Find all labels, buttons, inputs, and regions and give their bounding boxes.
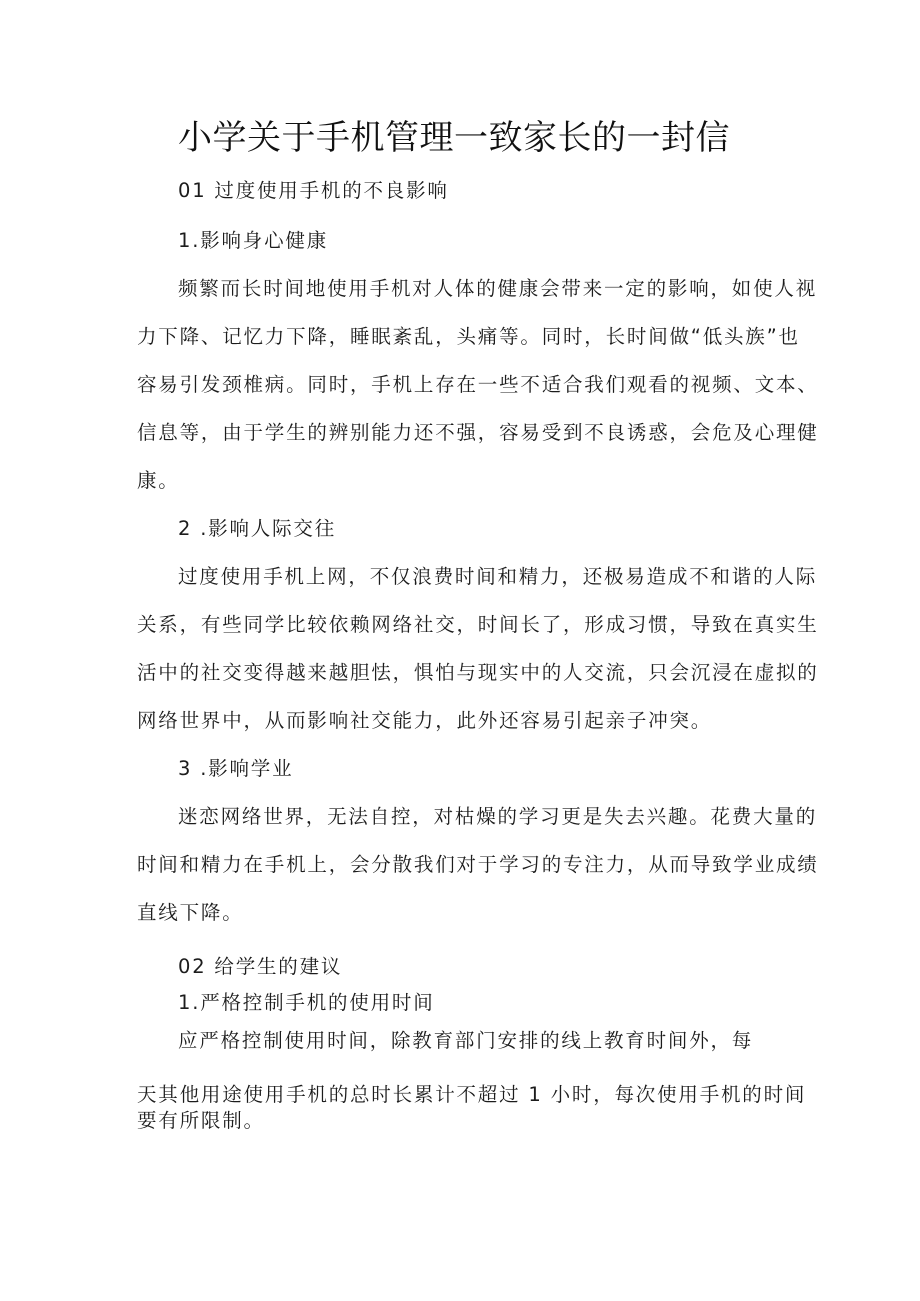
paragraph-line: 活中的社交变得越来越胆怯，惧怕与现实中的人交流，只会沉浸在虚拟的 (137, 661, 819, 684)
section-heading: 01 过度使用手机的不良影响 (178, 179, 449, 202)
paragraph-line: 力下降、记忆力下降，睡眠紊乱，头痛等。同时，长时间做“低头族”也 (137, 325, 800, 348)
subsection-heading: 3 .影响学业 (178, 757, 294, 780)
paragraph-line: 迷恋网络世界，无法自控，对枯燥的学习更是失去兴趣。花费大量的 (178, 805, 818, 828)
document-title: 小学关于手机管理一致家长的一封信 (178, 118, 730, 158)
paragraph-line: 过度使用手机上网，不仅浪费时间和精力，还极易造成不和谐的人际 (178, 565, 818, 588)
subsection-heading: 2 .影响人际交往 (178, 517, 337, 540)
paragraph-line: 应严格控制使用时间，除教育部门安排的线上教育时间外，每 (178, 1029, 754, 1052)
section-heading: 02 给学生的建议 (178, 955, 343, 978)
paragraph-line: 时间和精力在手机上，会分散我们对于学习的专注力，从而导致学业成绩 (137, 853, 819, 876)
paragraph-line: 容易引发颈椎病。同时，手机上存在一些不适合我们观看的视频、文本、 (137, 373, 819, 396)
paragraph-line: 要有所限制。 (137, 1109, 265, 1132)
paragraph-line: 天其他用途使用手机的总时长累计不超过 1 小时，每次使用手机的时间 (137, 1083, 807, 1106)
paragraph-line: 直线下降。 (137, 901, 244, 924)
paragraph-line: 关系，有些同学比较依赖网络社交，时间长了，形成习惯，导致在真实生 (137, 613, 819, 636)
paragraph-line: 信息等，由于学生的辨别能力还不强，容易受到不良诱惑，会危及心理健 (137, 421, 819, 444)
paragraph-line: 康。 (137, 469, 180, 492)
paragraph-line: 频繁而长时间地使用手机对人体的健康会带来一定的影响，如使人视 (178, 277, 818, 300)
subsection-heading: 1.影响身心健康 (178, 229, 329, 252)
subsection-heading: 1.严格控制手机的使用时间 (178, 991, 435, 1014)
paragraph-line: 网络世界中，从而影响社交能力，此外还容易引起亲子冲突。 (137, 709, 713, 732)
